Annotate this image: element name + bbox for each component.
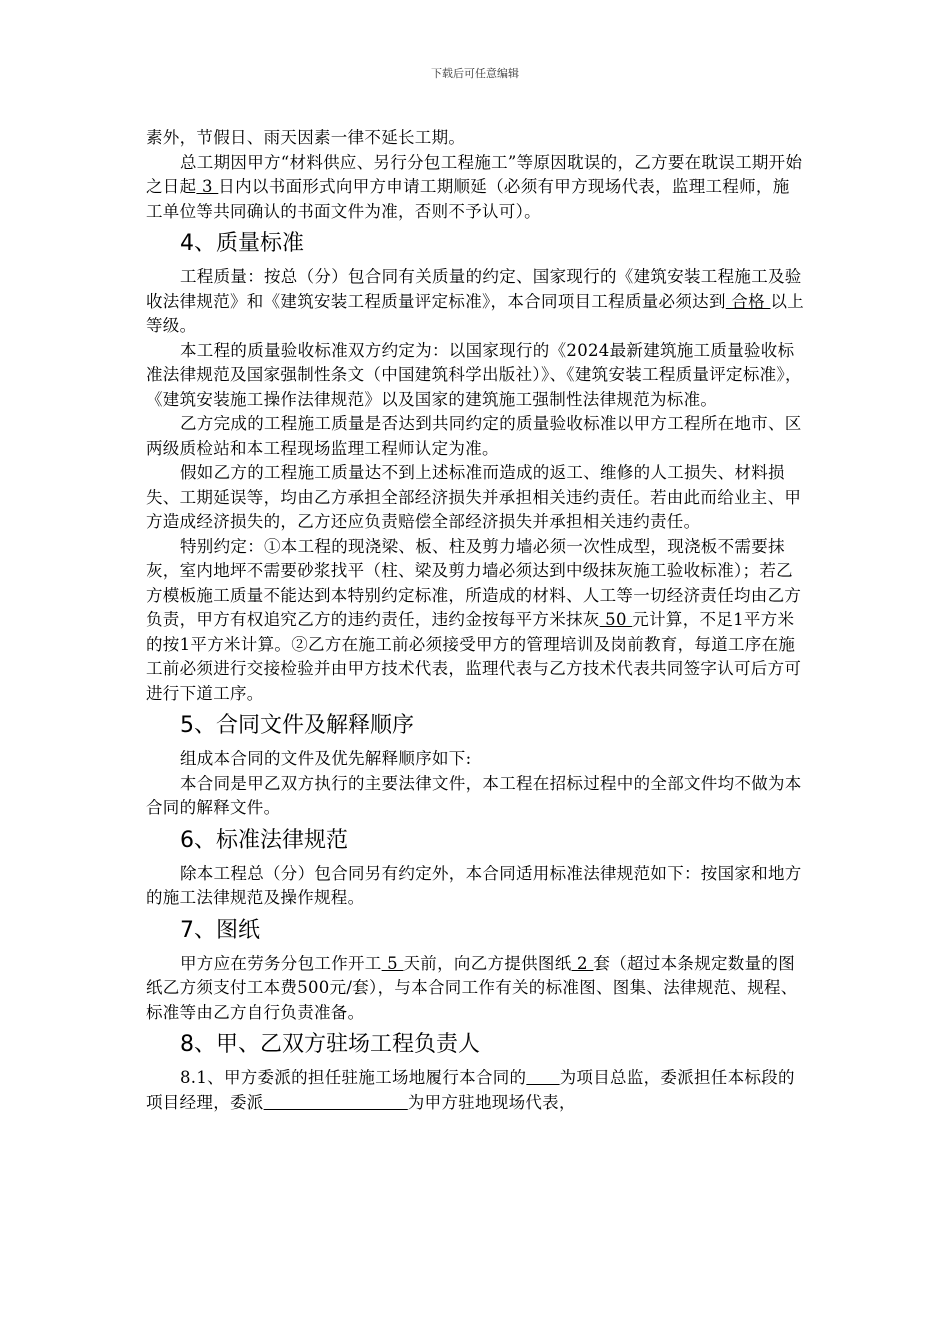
- document-body: [146, 126, 806, 1115]
- section-heading: 4、质量标准: [180, 231, 304, 256]
- paragraph: 乙方完成的工程施工质量是否达到共同约定的质量验收标准以甲方工程所在地市、区两级质检站和本工程现场监理工程师认定为准。: [146, 414, 802, 458]
- text: 甲方应在劳务分包工作开工: [180, 953, 382, 973]
- paragraph: 素外，节假日、雨天因素一律不延长工期。: [146, 128, 466, 147]
- text: 以上等级。: [146, 291, 805, 335]
- text: 天前，向乙方提供图纸: [403, 953, 572, 973]
- text: 元计算，不足1平方米的按1平方米计算。②乙方在施工前必须接受甲方的管理培训及岗前教育，每道工序在施工前必须进行交接检验并由甲方技术代表，监理代表与乙方技术代表共同签字认可后方可进行下道工序。: [146, 610, 802, 703]
- section-heading: 6、标准法律规范: [180, 827, 348, 853]
- paragraph: [146, 265, 806, 339]
- blank-site-representative: [264, 1093, 408, 1112]
- blank-days: 5: [381, 953, 404, 973]
- paragraph: 本合同是甲乙双方执行的主要法律文件，本工程在招标过程中的全部文件均不做为本合同的解释文件。: [146, 773, 802, 817]
- text: 工程质量：按总（分）包合同有关质量的约定、国家现行的《建筑安装工程施工及验收法律规范》和《建筑安装工程质量评定标准》，本合同项目工程质量必须达到: [146, 267, 802, 311]
- text: 特别约定：①本工程的现浇梁、板、柱及剪力墙必须一次性成型，现浇板不需要抹灰，室内地坪不需要砂浆找平（柱、梁及剪力墙必须达到中级抹灰施工验收标准）；若乙方模板施工质量不能达到本特别约定标准，所造成的材料、人工等一切经济责任均由乙方负责，甲方有权追究乙方的违约责任，违约金按每平方米抹灰: [146, 536, 802, 629]
- paragraph: 本工程的质量验收标准双方约定为：以国家现行的《2024最新建筑施工质量验收标准法律规范及国家强制性条文（中国建筑科学出版社）》、《建筑安装工程质量评定标准》，《建筑安装施工操作法律规范》以及国家的建筑施工强制性法律规范为标准。: [146, 340, 802, 409]
- text: 为甲方驻地现场代表，: [407, 1092, 576, 1112]
- paragraph: 组成本合同的文件及优先解释顺序如下:: [180, 749, 472, 768]
- paragraph: [146, 151, 806, 225]
- text: 为项目总监，委派担任本标段的项目经理，委派: [146, 1068, 795, 1112]
- blank-penalty-amount: 50: [599, 610, 633, 629]
- blank-supervisor: [526, 1068, 559, 1087]
- blank-quality-level: 合格: [725, 291, 771, 311]
- section-heading: 7、图纸: [180, 917, 260, 943]
- paragraph: 假如乙方的工程施工质量达不到上述标准而造成的返工、维修的人工损失、材料损失、工期延误等，均由乙方承担全部经济损失并承担相关违约责任。若由此而给业主、甲方造成经济损失的，乙方还应负责赔偿全部经济损失并承担相关违约责任。: [146, 463, 802, 531]
- paragraph: [146, 535, 806, 707]
- blank-days: 3: [196, 177, 219, 196]
- paragraph: [146, 952, 806, 1026]
- text: 日内以书面形式向甲方申请工期顺延（必须有甲方现场代表，监理工程师，施工单位等共同确认的书面文件为准，否则不予认可）。: [146, 177, 790, 221]
- section-heading: 8、甲、乙双方驻场工程负责人: [180, 1032, 480, 1057]
- section-heading: 5、合同文件及解释顺序: [180, 713, 414, 738]
- text: 套（超过本条规定数量的图纸乙方须支付工本费500元/套），与本合同工作有关的标准图、图集、法律规范、规程、标准等由乙方自行负责准备。: [146, 953, 798, 1022]
- text: 8.1、甲方委派的担任驻施工场地履行本合同的: [180, 1068, 527, 1087]
- paragraph: 除本工程总（分）包合同另有约定外，本合同适用标准法律规范如下：按国家和地方的施工法律规范及操作规程。: [146, 863, 802, 907]
- text: 总工期因甲方“材料供应、另行分包工程施工”等原因耽误的，乙方要在耽误工期开始之日起: [146, 152, 803, 196]
- blank-sets: 2: [571, 953, 594, 973]
- page-header: 下载后可任意编辑: [431, 67, 519, 80]
- paragraph: [146, 1066, 806, 1115]
